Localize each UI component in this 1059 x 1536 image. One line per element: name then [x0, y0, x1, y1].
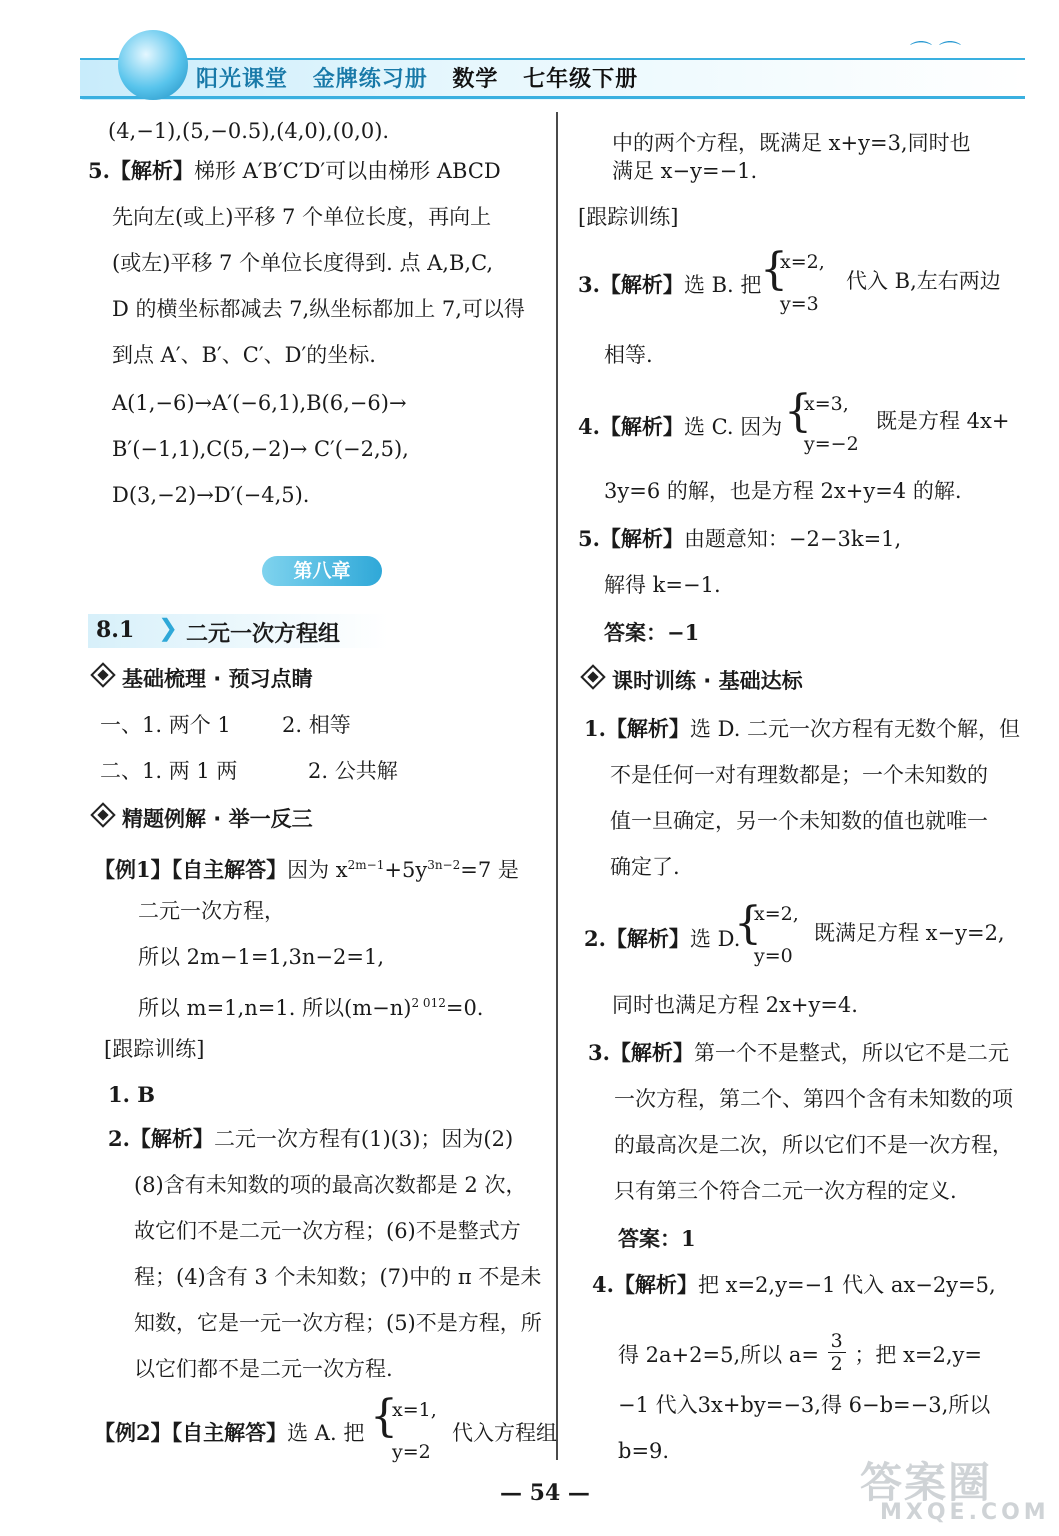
- q5-line-3: (或左)平移 7 个单位长度得到. 点 A,B,C,: [112, 251, 494, 275]
- c1-label: 1.【解析】: [584, 716, 690, 741]
- t3-label: 3.【解析】: [578, 272, 684, 297]
- t5-text-a: 由题意知：−2−3k=1,: [683, 527, 902, 551]
- r-line-1: 中的两个方程，既满足 x+y=3,同时也: [612, 131, 971, 155]
- t2-label: 2.【解析】: [108, 1126, 214, 1151]
- q5-line-7: B′(−1,1),C(5,−2)→ C′(−2,5),: [112, 437, 409, 461]
- c3-line-1: [588, 1040, 1009, 1066]
- fraction: [828, 1330, 846, 1375]
- book-title: [196, 62, 654, 93]
- c2-text-c: 同时也满足方程 2x+y=4.: [612, 993, 858, 1017]
- q5-line-8: D(3,−2)→D′(−4,5).: [112, 483, 310, 507]
- t2-line-2: (8)含有未知数的项的最高次数都是 2 次，: [134, 1173, 527, 1197]
- track-heading-left: [跟踪训练]: [104, 1037, 205, 1061]
- globe-logo-icon: [118, 30, 188, 100]
- chevron-right-icon: ❯: [158, 614, 179, 642]
- c3-answer: 答案：1: [618, 1226, 696, 1251]
- c4-text-b: ；把 x=2,y=: [854, 1343, 983, 1367]
- t4-brace: {: [784, 386, 812, 437]
- t2-text: 二元一次方程有(1)(3)；因为(2): [213, 1127, 514, 1151]
- c3-line-4: 只有第三个符合二元一次方程的定义.: [614, 1179, 957, 1203]
- t4-line: [578, 414, 782, 440]
- q5-text: 梯形 A′B′C′D′可以由梯形 ABCD: [193, 159, 501, 183]
- t4-text-c: 3y=6 的解，也是方程 2x+y=4 的解.: [604, 479, 962, 503]
- c2-line: [584, 926, 740, 952]
- c3-text: 第一个不是整式，所以它不是二元: [693, 1041, 1009, 1065]
- diamond-icon: [90, 662, 115, 687]
- q5-line-5: 到点 A′、B′、C′、D′的坐标.: [112, 343, 376, 367]
- ex2-brace: {: [370, 1391, 398, 1442]
- t2-line-1: [108, 1126, 513, 1152]
- c4-text: 把 x=2,y=−1 代入 ax−2y=5,: [697, 1273, 996, 1297]
- answer-2b: 2. 公共解: [308, 759, 398, 783]
- r-line-2: 满足 x−y=−1.: [612, 159, 758, 183]
- c4-line-4: b=9.: [618, 1439, 670, 1463]
- heading-basics: [94, 666, 313, 692]
- ex1-line-2: 二元一次方程，: [138, 899, 285, 923]
- c1-line-3: 值一旦确定，另一个未知数的值也就唯一: [610, 809, 988, 833]
- ex2-line: [94, 1420, 364, 1446]
- t3-text-b: 代入 B,左右两边: [846, 269, 1001, 293]
- track-heading-right: [跟踪训练]: [578, 205, 679, 229]
- header-bottom-rule: [80, 96, 1025, 99]
- fraction-numerator: 3: [828, 1330, 846, 1353]
- t2-line-6: 以它们都不是二元一次方程.: [134, 1357, 393, 1381]
- answer-row-1: [100, 712, 351, 738]
- q5-label: 5.【解析】: [88, 158, 194, 183]
- c2-text-a: 选 D.: [689, 927, 741, 951]
- c2-label: 2.【解析】: [584, 926, 690, 951]
- answer-line: (4,−1),(5,−0.5),(4,0),(0,0).: [108, 119, 390, 143]
- ex1-exponent-2: 3n−2: [427, 858, 461, 872]
- ex1-text-c: =7 是: [460, 858, 519, 882]
- heading-examples: [94, 806, 313, 832]
- c4-line-3: −1 代入3x+by=−3,得 6−b=−3,所以: [618, 1393, 991, 1417]
- diamond-icon: [90, 802, 115, 827]
- series-name: 阳光课堂: [196, 66, 289, 92]
- t5-label: 5.【解析】: [578, 526, 684, 551]
- ex1-exponent-3: 2 012: [411, 996, 446, 1010]
- ex2-system-y: y=2: [392, 1441, 431, 1463]
- ex2-text-a: 选 A. 把: [287, 1421, 365, 1445]
- ex1-line-4: [138, 990, 483, 1021]
- q5-line-2: 先向左(或上)平移 7 个单位长度，再向上: [112, 205, 492, 229]
- ex1-line-3: 所以 2m−1=1,3n−2=1,: [138, 945, 385, 969]
- watermark-url: MXQE.COM: [880, 1500, 1050, 1525]
- ex1-label: 【例1】【自主解答】: [94, 857, 288, 882]
- section-name: 二元一次方程组: [186, 622, 341, 647]
- watermark-logo: 答案圈: [860, 1458, 993, 1507]
- ex1-text-e: =0.: [445, 996, 484, 1020]
- t3-line: [578, 272, 761, 298]
- t2-line-3: 故它们不是二元一次方程；(6)不是整式方: [134, 1219, 521, 1243]
- chapter-badge: 第八章: [262, 556, 382, 586]
- c3-line-3: 的最高次是二次，所以它们不是一次方程，: [614, 1133, 1013, 1157]
- ex1-text-d: 所以 m=1,n=1. 所以(m−n): [138, 996, 412, 1020]
- c4-line-1: [592, 1272, 996, 1298]
- c1-line-4: 确定了.: [610, 855, 680, 879]
- q5-line-6: A(1,−6)→A′(−6,1),B(6,−6)→: [112, 391, 407, 415]
- t3-system-x: x=2,: [780, 251, 825, 273]
- subject-name: 数学: [452, 66, 499, 92]
- q5-line-4: D 的横坐标都减去 7,纵坐标都加上 7,可以得: [112, 297, 525, 321]
- t2-line-5: 知数，它是一元一次方程；(5)不是方程，所: [134, 1311, 542, 1335]
- fraction-denominator: 2: [830, 1353, 843, 1375]
- c4-label: 4.【解析】: [592, 1272, 698, 1297]
- heading-practice: [584, 668, 803, 694]
- answer-1b: 2. 相等: [282, 713, 351, 737]
- t4-system-y: y=−2: [804, 433, 859, 455]
- q5-line-1: [88, 158, 501, 184]
- t3-system-y: y=3: [780, 293, 819, 315]
- t4-system-x: x=3,: [804, 393, 849, 415]
- t3-text-c: 相等.: [604, 343, 653, 367]
- ex2-label: 【例2】【自主解答】: [94, 1420, 288, 1445]
- c1-line-2: 不是任何一对有理数都是；一个未知数的: [610, 763, 988, 787]
- t3-brace: {: [760, 244, 788, 295]
- heading-basics-text: 基础梳理 · 预习点睛: [122, 667, 313, 691]
- c1-text: 选 D. 二元一次方程有无数个解，但: [689, 717, 1021, 741]
- c3-line-2: 一次方程，第二个、第四个含有未知数的项: [614, 1087, 1013, 1111]
- t2-line-4: 程；(4)含有 3 个未知数；(7)中的 π 不是未: [134, 1265, 542, 1289]
- t4-text-b: 既是方程 4x+: [876, 409, 1010, 433]
- c4-line-2: [618, 1330, 983, 1379]
- birds-icon: ⌒ ⌒: [910, 41, 961, 66]
- c2-text-b: 既满足方程 x−y=2,: [814, 921, 1005, 945]
- ex1-text-b: +5y: [384, 858, 428, 882]
- ex1-line-1: [94, 852, 519, 883]
- heading-practice-text: 课时训练 · 基础达标: [612, 669, 803, 693]
- ex1-exponent-1: 2m−1: [347, 858, 385, 872]
- c2-system-y: y=0: [754, 945, 793, 967]
- heading-examples-text: 精题例解 · 举一反三: [122, 807, 313, 831]
- answer-row-2: [100, 758, 398, 784]
- t1-answer: 1. B: [108, 1082, 155, 1107]
- t5-line: [578, 526, 901, 552]
- answer-1a: 一、1. 两个 1: [100, 713, 231, 737]
- grade-name: 七年级下册: [523, 66, 639, 92]
- answer-2a: 二、1. 两 1 两: [100, 759, 238, 783]
- ex2-text-b: 代入方程组: [452, 1421, 557, 1445]
- c1-line-1: [584, 716, 1020, 742]
- header-top-rule: [80, 58, 1025, 60]
- t3-text-a: 选 B. 把: [683, 273, 762, 297]
- book-name: 金牌练习册: [312, 66, 428, 92]
- c4-text-a: 得 2a+2=5,所以 a=: [618, 1343, 819, 1367]
- c2-brace: {: [734, 898, 762, 949]
- c2-system-x: x=2,: [754, 903, 799, 925]
- t4-text-a: 选 C. 因为: [683, 415, 783, 439]
- diamond-icon: [580, 664, 605, 689]
- section-number: 8.1: [96, 617, 135, 643]
- page-header: [0, 0, 1059, 110]
- c3-label: 3.【解析】: [588, 1040, 694, 1065]
- t4-label: 4.【解析】: [578, 414, 684, 439]
- t5-text-b: 解得 k=−1.: [604, 573, 721, 597]
- t5-answer: 答案：−1: [604, 620, 700, 645]
- ex2-system-x: x=1,: [392, 1399, 437, 1421]
- ex1-text-a: 因为 x: [287, 858, 348, 882]
- page-number: — 54 —: [500, 1480, 590, 1506]
- column-divider: [556, 112, 558, 1460]
